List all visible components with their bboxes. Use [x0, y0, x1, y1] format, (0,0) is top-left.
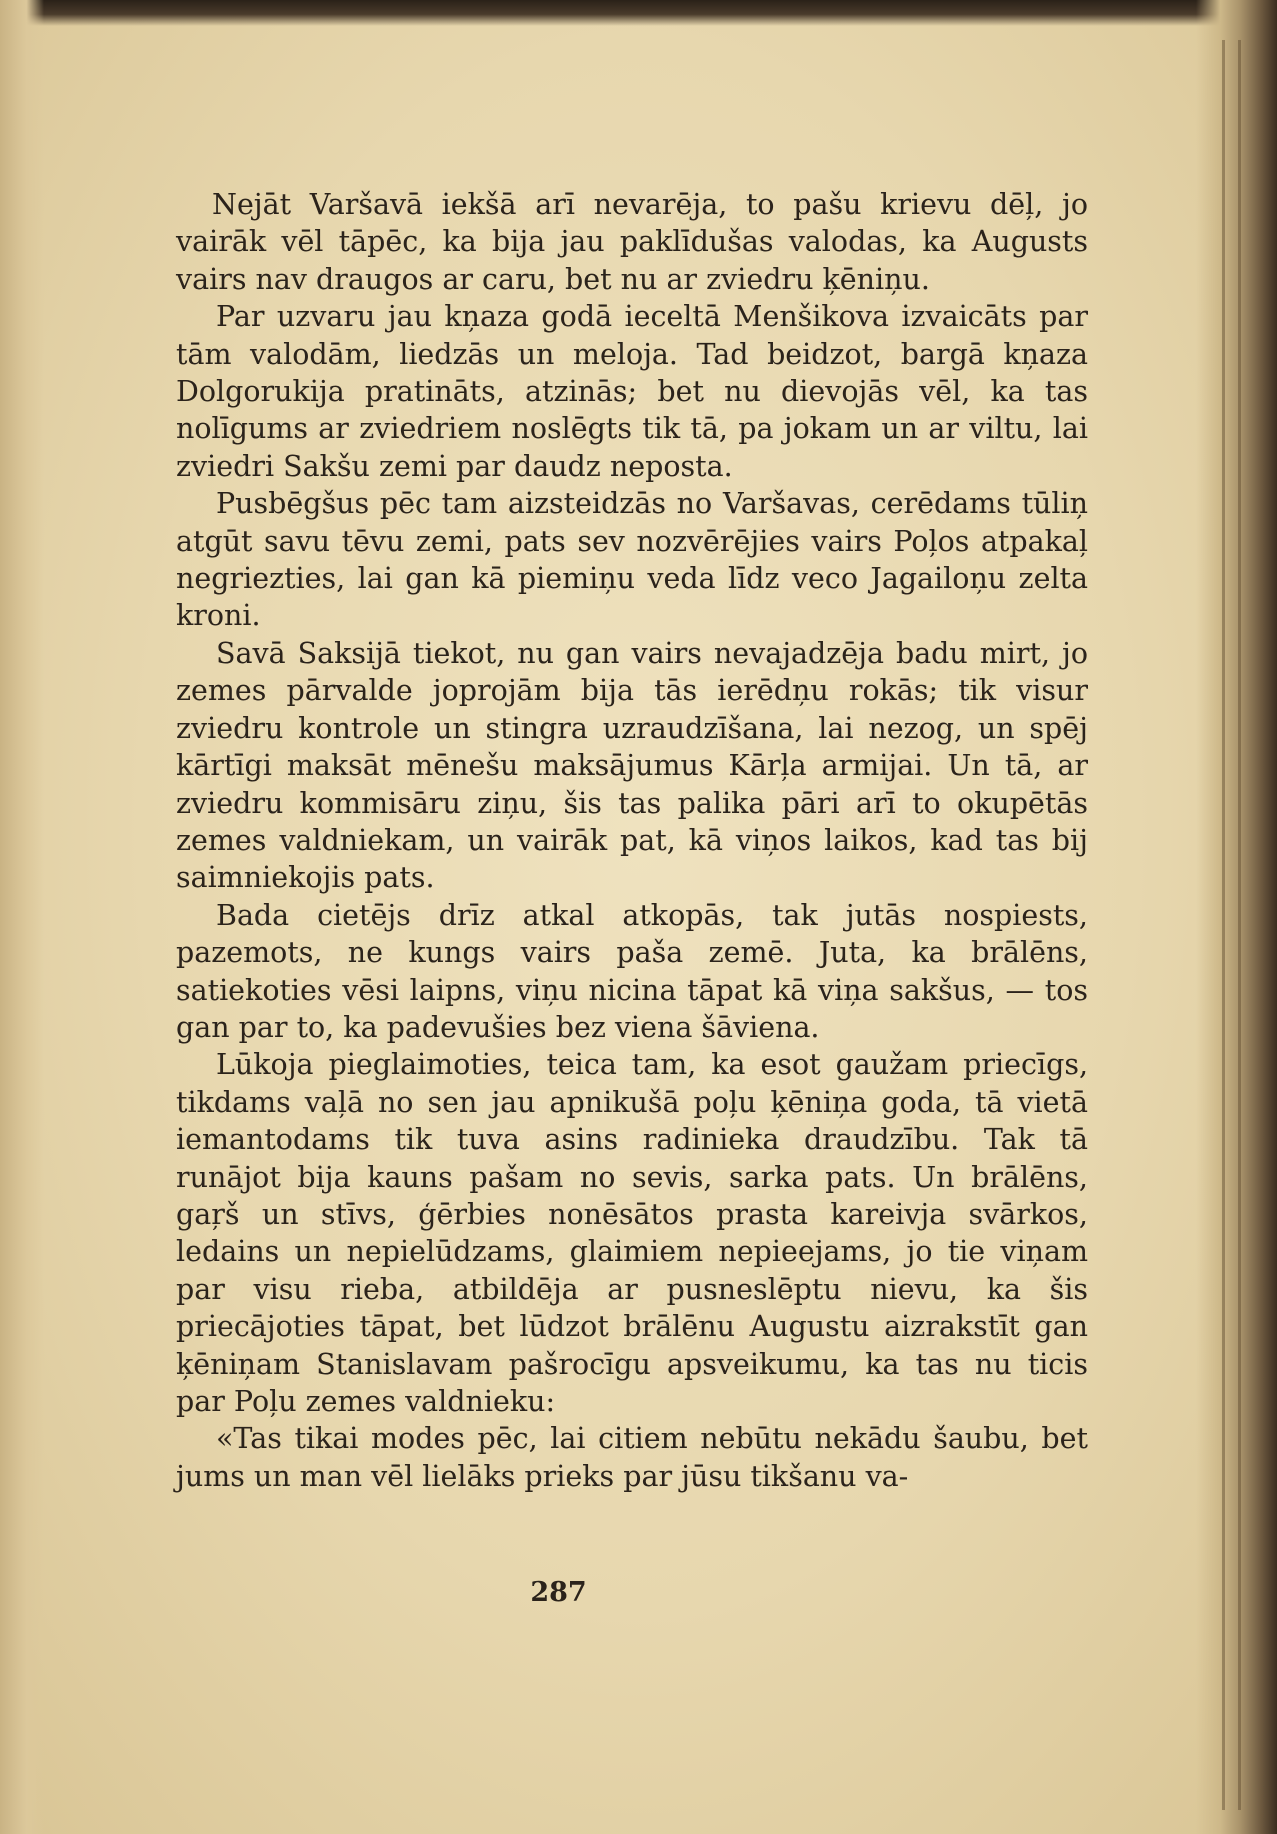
paragraph: Par uzvaru jau kņaza godā ieceltā Menšikova izvaicāts par tām valodām, liedzās un meloja. Tad beidzot, bargā kņaza Dolgorukija pratināts, atzinās; bet nu dievojās vēl, ka tas nolīgums ar zviedriem noslēgts tik tā, pa jokam un ar viltu, lai zviedri Sakšu zemi par daudz neposta.	[176, 300, 1088, 483]
page-edge-line	[1238, 40, 1241, 1810]
page-number-label: 287	[530, 1577, 587, 1608]
paragraph: Bada cietējs drīz atkal atkopās, tak jutās nospiests, pazemots, ne kungs vairs paša zemē. Juta, ka brālēns, satiekoties vēsi laipns, viņu nicina tāpat kā viņa sakšus, — tos gan par to, ka padevušies bez viena šāviena.	[176, 898, 1088, 1044]
body-text	[176, 186, 1088, 1495]
page-edge-line	[1222, 40, 1225, 1810]
page-number	[0, 1577, 1277, 1608]
paragraph: Savā Saksijā tiekot, nu gan vairs nevajadzēja badu mirt, jo zemes pārvalde joprojām bija tās ierēdņu rokās; tik visur zviedru kontrole un stingra uzraudzīšana, lai nezog, un spēj kārtīgi maksāt mēnešu maksājumus Kārļa armijai. Un tā, ar zviedru kommisāru ziņu, šis tas palika pāri arī to okupētās zemes valdniekam, un vairāk pat, kā viņos laikos, kad tas bij saimniekojis pats.	[176, 636, 1088, 895]
page-left-edge	[0, 0, 44, 1834]
paragraph: «Tas tikai modes pēc, lai citiem nebūtu nekādu šaubu, bet jums un man vēl lielāks prieks par jūsu tikšanu va-	[176, 1422, 1088, 1493]
paragraph: Pusbēgšus pēc tam aizsteidzās no Varšavas, cerēdams tūliņ atgūt savu tēvu zemi, pats sev nozvērējies vairs Poļos atpakaļ negriezties, lai gan kā piemiņu veda līdz veco Jagailoņu zelta kroni.	[176, 487, 1088, 633]
paragraph: Nejāt Varšavā iekšā arī nevarēja, to pašu krievu dēļ, jo vairāk vēl tāpēc, ka bija jau paklīdušas valodas, ka Augusts vairs nav draugos ar caru, bet nu ar zviedru ķēniņu.	[176, 188, 1088, 296]
book-gutter	[1196, 0, 1277, 1834]
paragraph: Lūkoja pieglaimoties, teica tam, ka esot gaužam priecīgs, tikdams vaļā no sen jau apnikušā poļu ķēniņa goda, tā vietā iemantodams tik tuva asins radinieka draudzību. Tak tā runājot bija kauns pašam no sevis, sarka pats. Un brālēns, gaŗš un stīvs, ģērbies nonēsātos prasta kareivja svārkos, ledains un nepielūdzams, glaimiem nepieejams, jo tie viņam par visu rieba, atbildēja ar pusneslēptu nievu, ka šis priecājoties tāpat, bet lūdzot brālēnu Augustu aizrakstīt gan ķēniņam Stanislavam pašrocīgu apsveikumu, ka tas nu ticis par Poļu zemes valdnieku:	[176, 1048, 1088, 1418]
page-top-edge	[0, 0, 1277, 26]
